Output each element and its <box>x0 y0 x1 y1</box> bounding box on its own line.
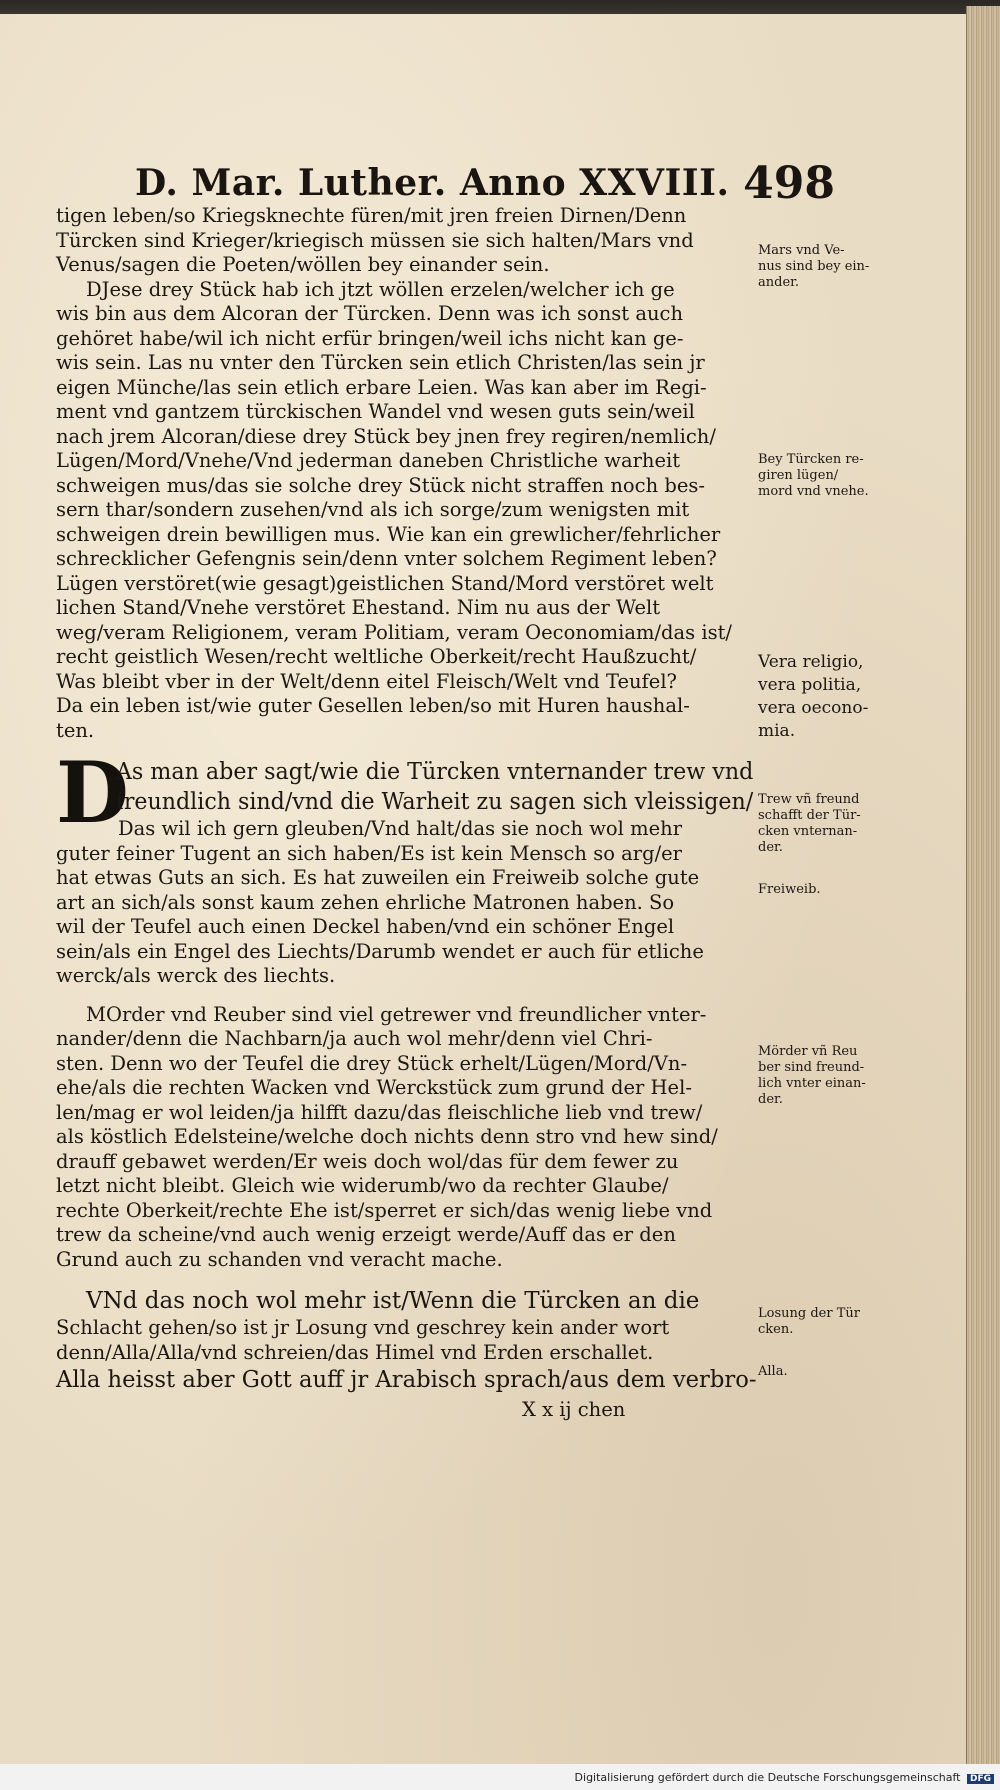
margin-note-trew <box>758 792 898 856</box>
main-text-column <box>56 204 756 1395</box>
text-line: drauff gebawet werden/Er weis doch wol/das für dem fewer zu <box>56 1149 679 1173</box>
margin-note-freiweib <box>758 882 898 898</box>
note-line: lich vnter einan- <box>758 1076 866 1091</box>
text-line: sern thar/sondern zusehen/vnd als ich sorge/zum wenigsten mit <box>56 498 690 521</box>
text-line: werck/als werck des liechts. <box>56 964 336 987</box>
note-line: cken vnternan- <box>758 824 858 839</box>
note-line: Bey Türcken re- <box>758 452 864 467</box>
note-line: ander. <box>758 275 800 290</box>
text-line: freundlich sind/vnd die Warheit zu sagen sich vleissigen/ <box>115 789 754 815</box>
text-line: als köstlich Edelsteine/welche doch nichts denn stro vnd hew sind/ <box>56 1125 718 1148</box>
margin-note-mars <box>758 243 898 291</box>
text-line: hat etwas Guts an sich. Es hat zuweilen ein Freiweib solche gute <box>56 866 700 889</box>
text-line: Lügen/Mord/Vnehe/Vnd jederman daneben Christliche warheit <box>56 449 681 472</box>
margin-note-lies <box>758 452 898 500</box>
note-line: vera politia, <box>758 675 862 695</box>
note-line: Mörder vñ Reu <box>758 1044 858 1059</box>
paragraph-three-things <box>56 278 756 744</box>
text-line: wis sein. Las nu vnter den Türcken sein etlich Christen/las sein jr <box>56 351 705 374</box>
text-line: tigen leben/so Kriegsknechte füren/mit jren freien Dirnen/Denn <box>56 204 687 227</box>
text-line: Da ein leben ist/wie guter Gesellen leben/so mit Huren haushal- <box>56 694 690 717</box>
margin-note-alla <box>758 1364 898 1380</box>
margin-note-vera <box>758 651 898 743</box>
text-line: Lügen verstöret(wie gesagt)geistlichen Stand/Mord verstöret welt <box>56 571 714 595</box>
digitization-credit <box>575 1771 994 1784</box>
text-line: As man aber sagt/wie die Türcken vnternander trew vnd <box>115 759 754 785</box>
note-line: Mars vnd Ve- <box>758 243 845 258</box>
text-line: sten. Denn wo der Teufel die drey Stück erhelt/Lügen/Mord/Vn- <box>56 1051 688 1075</box>
note-line: giren lügen/ <box>758 468 839 483</box>
paragraph-murderers <box>56 1003 756 1273</box>
text-line: VNd das noch wol mehr ist/Wenn die Türcken an die <box>86 1288 700 1314</box>
text-line: Türcken sind Krieger/kriegisch müssen sie sich halten/Mars vnd <box>56 228 694 252</box>
paragraph-alla <box>56 1286 756 1395</box>
text-line: wil der Teufel auch einen Deckel haben/vnd ein schöner Engel <box>56 915 675 938</box>
credit-text: Digitalisierung gefördert durch die Deutsche Forschungsgemeinschaft <box>574 1771 961 1784</box>
note-line: schafft der Tür- <box>758 808 861 823</box>
note-line: mia. <box>758 721 796 741</box>
note-line: nus sind bey ein- <box>758 259 870 274</box>
drop-initial-letter: D <box>56 743 129 842</box>
text-line: Schlacht gehen/so ist jr Losung vnd geschrey kein ander wort <box>56 1316 670 1339</box>
text-line: DJese drey Stück hab ich jtzt wöllen erzelen/welcher ich ge <box>86 277 675 301</box>
text-line: guter feiner Tugent an sich haben/Es ist kein Mensch so arg/er <box>56 841 682 865</box>
note-line: Alla. <box>758 1364 788 1379</box>
page-number: 498 <box>743 158 835 209</box>
text-line: Das wil ich gern gleuben/Vnd halt/das sie noch wol mehr <box>118 817 683 840</box>
text-line: schrecklicher Gefengnis sein/denn vnter solchem Regiment leben? <box>56 547 717 570</box>
paragraph-truthfulness <box>56 743 756 989</box>
note-line: Freiweib. <box>758 882 821 897</box>
text-line: letzt nicht bleibt. Gleich wie widerumb/wo da rechter Glaube/ <box>56 1174 669 1197</box>
text-line: Grund auch zu schanden vnd veracht mache. <box>56 1247 503 1271</box>
note-line: vera oecono- <box>758 698 869 718</box>
page-edges <box>966 6 1000 1776</box>
running-title: D. Mar. Luther. Anno XXVIII. <box>135 162 730 204</box>
page-header <box>135 158 835 208</box>
text-line: weg/veram Religionem, veram Politiam, veram Oeconomiam/das ist/ <box>56 620 732 644</box>
text-line: len/mag er wol leiden/ja hilfft dazu/das fleischliche lieb vnd trew/ <box>56 1100 703 1124</box>
text-line: trew da scheine/vnd auch wenig erzeigt werde/Auff das er den <box>56 1223 676 1246</box>
note-line: mord vnd vnehe. <box>758 484 869 499</box>
text-line: art an sich/als sonst kaum zehen ehrliche Matronen haben. So <box>56 890 675 914</box>
text-line: recht geistlich Wesen/recht weltliche Oberkeit/recht Haußzucht/ <box>56 645 697 668</box>
paragraph-gap <box>56 1272 756 1286</box>
paragraph-gap <box>56 989 756 1003</box>
note-line: cken. <box>758 1322 794 1337</box>
text-line: nander/denn die Nachbarn/ja auch wol mehr/denn viel Chri- <box>56 1027 653 1050</box>
text-line: Alla heisst aber Gott auff jr Arabisch sprach/aus dem verbro- <box>56 1367 757 1393</box>
note-line: Losung der Tür <box>758 1306 860 1321</box>
text-line: lichen Stand/Vnehe verstöret Ehestand. Nim nu aus der Welt <box>56 596 661 619</box>
note-line: Vera religio, <box>758 652 864 672</box>
text-line: nach jrem Alcoran/diese drey Stück bey jnen frey regiren/nemlich/ <box>56 424 716 448</box>
note-line: der. <box>758 840 783 855</box>
paragraph-gap <box>56 743 756 757</box>
signature-catchword: X x ij chen <box>522 1398 626 1421</box>
margin-note-losung <box>758 1306 898 1338</box>
text-line: Was bleibt vber in der Welt/denn eitel Fleisch/Welt vnd Teufel? <box>56 669 678 693</box>
paragraph-continuation <box>56 204 756 278</box>
margin-note-moerder <box>758 1044 898 1108</box>
text-line: eigen Münche/las sein etlich erbare Leien. Was kan aber im Regi- <box>56 375 707 399</box>
text-line: denn/Alla/Alla/vnd schreien/das Himel vnd Erden erschallet. <box>56 1340 654 1364</box>
text-line: wis bin aus dem Alcoran der Türcken. Denn was ich sonst auch <box>56 302 683 325</box>
text-line: Venus/sagen die Poeten/wöllen bey einander sein. <box>56 253 550 276</box>
text-line: MOrder vnd Reuber sind viel getrewer vnd freundlicher vnter- <box>86 1002 707 1026</box>
note-line: ber sind freund- <box>758 1060 865 1075</box>
text-line: schweigen mus/das sie solche drey Stück nicht straffen noch bes- <box>56 473 705 497</box>
dfg-logo: DFG <box>967 1774 994 1784</box>
text-line: rechte Oberkeit/rechte Ehe ist/sperret er sich/das wenig liebe vnd <box>56 1198 713 1222</box>
note-line: Trew vñ freund <box>758 792 860 807</box>
text-line: ehe/als die rechten Wacken vnd Werckstück zum grund der Hel- <box>56 1076 692 1099</box>
text-line: ment vnd gantzem türckischen Wandel vnd wesen guts sein/weil <box>56 400 695 423</box>
text-line: gehöret habe/wil ich nicht erfür bringen/weil ichs nicht kan ge- <box>56 326 684 350</box>
text-line: ten. <box>56 718 95 742</box>
text-line: schweigen drein bewilligen mus. Wie kan ein grewlicher/fehrlicher <box>56 522 721 546</box>
note-line: der. <box>758 1092 783 1107</box>
text-line: sein/als ein Engel des Liechts/Darumb wendet er auch für etliche <box>56 939 704 963</box>
